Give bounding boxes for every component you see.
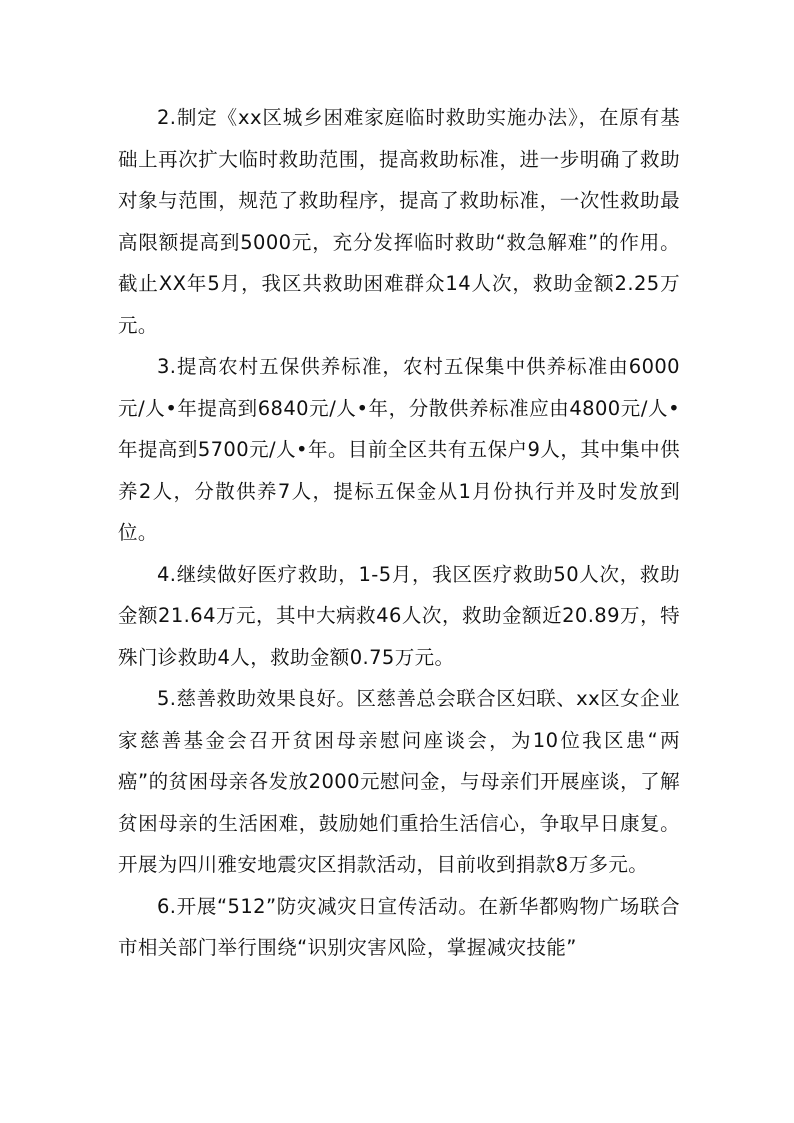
paragraph-five-guarantees: 3.提高农村五保供养标准，农村五保集中供养标准由6000元/人•年提高到6840元/人•年，分散供养标准应由4800元/人•年提高到5700元/人•年。目前全区共有五保户9人，其中集中供养2人，分散供养7人，提标五保金从1月份执行并及时发放到位。 [118,355,680,544]
paragraph-temporary-relief: 2.制定《xx区城乡困难家庭临时救助实施办法》，在原有基础上再次扩大临时救助范围，提高救助标准，进一步明确了救助对象与范围，规范了救助程序，提高了救助标准，一次性救助最高限额提高到5000元，充分发挥临时救助“救急解难”的作用。截止XX年5月，我区共救助困难群众14人次，救助金额2.25万元。 [118,106,680,337]
paragraph-charity-relief: 5.慈善救助效果良好。区慈善总会联合区妇联、xx区女企业家慈善基金会召开贫困母亲慰问座谈会，为10位我区患“两癌”的贫困母亲各发放2000元慰问金，与母亲们开展座谈，了解贫困母亲的生活困难，鼓励她们重拾生活信心，争取早日康复。开展为四川雅安地震灾区捐款活动，目前收到捐款8万多元。 [118,687,680,876]
paragraph-medical-relief: 4.继续做好医疗救助，1-5月，我区医疗救助50人次，救助金额21.64万元，其中大病救46人次，救助金额近20.89万，特殊门诊救助4人，救助金额0.75万元。 [118,562,680,669]
paragraph-disaster-prevention: 6.开展“512”防灾减灾日宣传活动。在新华都购物广场联合市相关部门举行围绕“识别灾害风险，掌握减灾技能” [118,894,680,959]
document-body [118,97,680,969]
